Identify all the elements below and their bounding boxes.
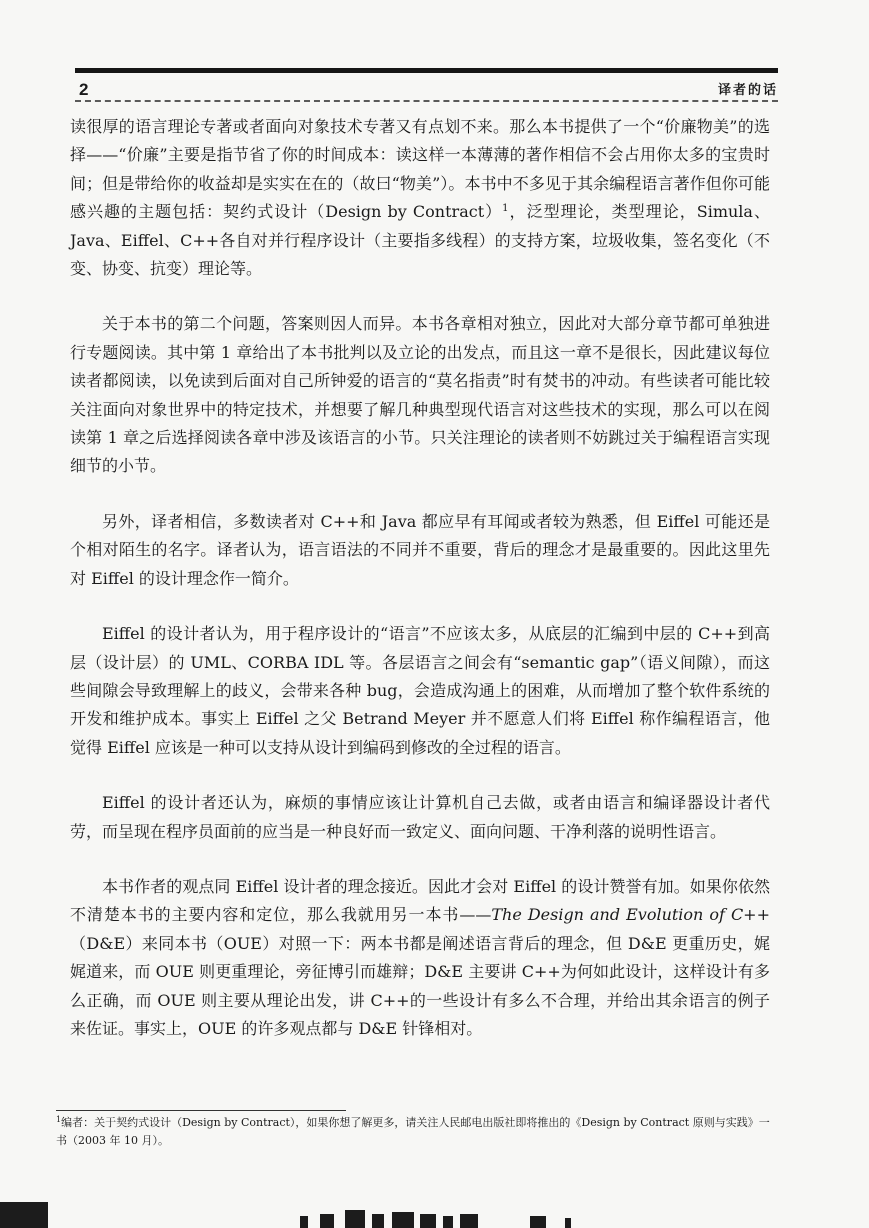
body-text — [70, 113, 770, 1043]
paragraph-6-text-a: 本书作者的观点同 Eiffel 设计者的理念接近。因此才会对 Eiffel 的设计赞誉有加。如果你依然不清楚本书的主要内容和定位，那么我就用另一本书—— — [70, 876, 770, 925]
paragraph-6 — [70, 873, 770, 1043]
paragraph-1 — [70, 113, 770, 283]
footnote — [56, 1114, 770, 1150]
footnote-text: 编者：关于契约式设计（Design by Contract），如果你想了解更多，请关注人民邮电出版社即将推出的《Design by Contract 原则与实践》一书（2003 年 10 月）。 — [56, 1116, 770, 1147]
page-number: 2 — [79, 80, 89, 99]
scan-mark — [420, 1214, 436, 1228]
footnote-ref: 1 — [502, 203, 509, 215]
paragraph-6-text-b: （D&E）来同本书（OUE）对照一下：两本书都是阐述语言背后的理念，但 D&E 更重历史，娓娓道来，而 OUE 则更重理论，旁征博引而雄辩；D&E 主要讲 C++为何如此设计，这样设计有多么正确，而 OUE 则主要从理论出发，讲 C++的一些设计有多么不合理，并给出其余语言的例子来佐证。事实上，OUE 的许多观点都与 D&E 针锋相对。 — [70, 933, 770, 1038]
scan-artifacts — [0, 1196, 869, 1228]
scan-mark — [0, 1202, 48, 1228]
paragraph-4: Eiffel 的设计者认为，用于程序设计的“语言”不应该太多，从底层的汇编到中层的 C++到高层（设计层）的 UML、CORBA IDL 等。各层语言之间会有“semantic gap”（语义间隙），而这些间隙会导致理解上的歧义，会带来各种 bug，会造成沟通上的困难，从而增加了整个软件系统的开发和维护成本。事实上 Eiffel 之父 Betrand Meyer 并不愿意人们将 Eiffel 称作编程语言，他觉得 Eiffel 应该是一种可以支持从设计到编码到修改的全过程的语言。 — [70, 624, 770, 757]
page-header — [75, 68, 778, 102]
scan-mark — [460, 1214, 478, 1228]
scan-mark — [443, 1216, 453, 1228]
footnote-divider — [56, 1110, 346, 1111]
scan-mark — [300, 1216, 308, 1228]
scan-mark — [345, 1210, 365, 1228]
scan-mark — [530, 1216, 546, 1228]
scan-mark — [392, 1212, 414, 1228]
running-head: 译者的话 — [717, 82, 778, 97]
footnote-mark: 1 — [56, 1115, 62, 1124]
scan-mark — [565, 1218, 571, 1228]
book-title: The Design and Evolution of C++ — [491, 905, 770, 925]
paragraph-5: Eiffel 的设计者还认为，麻烦的事情应该让计算机自己去做，或者由语言和编译器设计者代劳，而呈现在程序员面前的应当是一种良好而一致定义、面向问题、干净利落的说明性语言。 — [70, 793, 770, 841]
paragraph-2: 关于本书的第二个问题，答案则因人而异。本书各章相对独立，因此对大部分章节都可单独进行专题阅读。其中第 1 章给出了本书批判以及立论的出发点，而且这一章不是很长，因此建议每位读者都阅读，以免读到后面对自己所钟爱的语言的“莫名指责”时有焚书的冲动。有些读者可能比较关注面向对象世界中的特定技术，并想要了解几种典型现代语言对这些技术的实现，那么可以在阅读第 1 章之后选择阅读各章中涉及该语言的小节。只关注理论的读者则不妨跳过关于编程语言实现细节的小节。 — [70, 314, 770, 476]
scan-mark — [320, 1214, 334, 1228]
paragraph-3: 另外，译者相信，多数读者对 C++和 Java 都应早有耳闻或者较为熟悉，但 Eiffel 可能还是个相对陌生的名字。译者认为，语言语法的不同并不重要，背后的理念才是最重要的。因此这里先对 Eiffel 的设计理念作一简介。 — [70, 511, 770, 588]
paragraph-1-rest: ，泛型理论，类型理论，Simula、Java、Eiffel、C++各自对并行程序设计（主要指多线程）的支持方案，垃圾收集，签名变化（不变、协变、抗变）理论等。 — [70, 202, 770, 279]
paragraph-1-text: 读很厚的语言理论专著或者面向对象技术专著又有点划不来。那么本书提供了一个“价廉物美”的选择——“价廉”主要是指节省了你的时间成本：读这样一本薄薄的著作相信不会占用你太多的宝贵时间；但是带给你的收益却是实实在在的（故曰“物美”）。本书中不多见于其余编程语言著作但你可能感兴趣的主题包括：契约式设计（Design by Contract） — [70, 117, 770, 222]
scan-mark — [372, 1214, 384, 1228]
